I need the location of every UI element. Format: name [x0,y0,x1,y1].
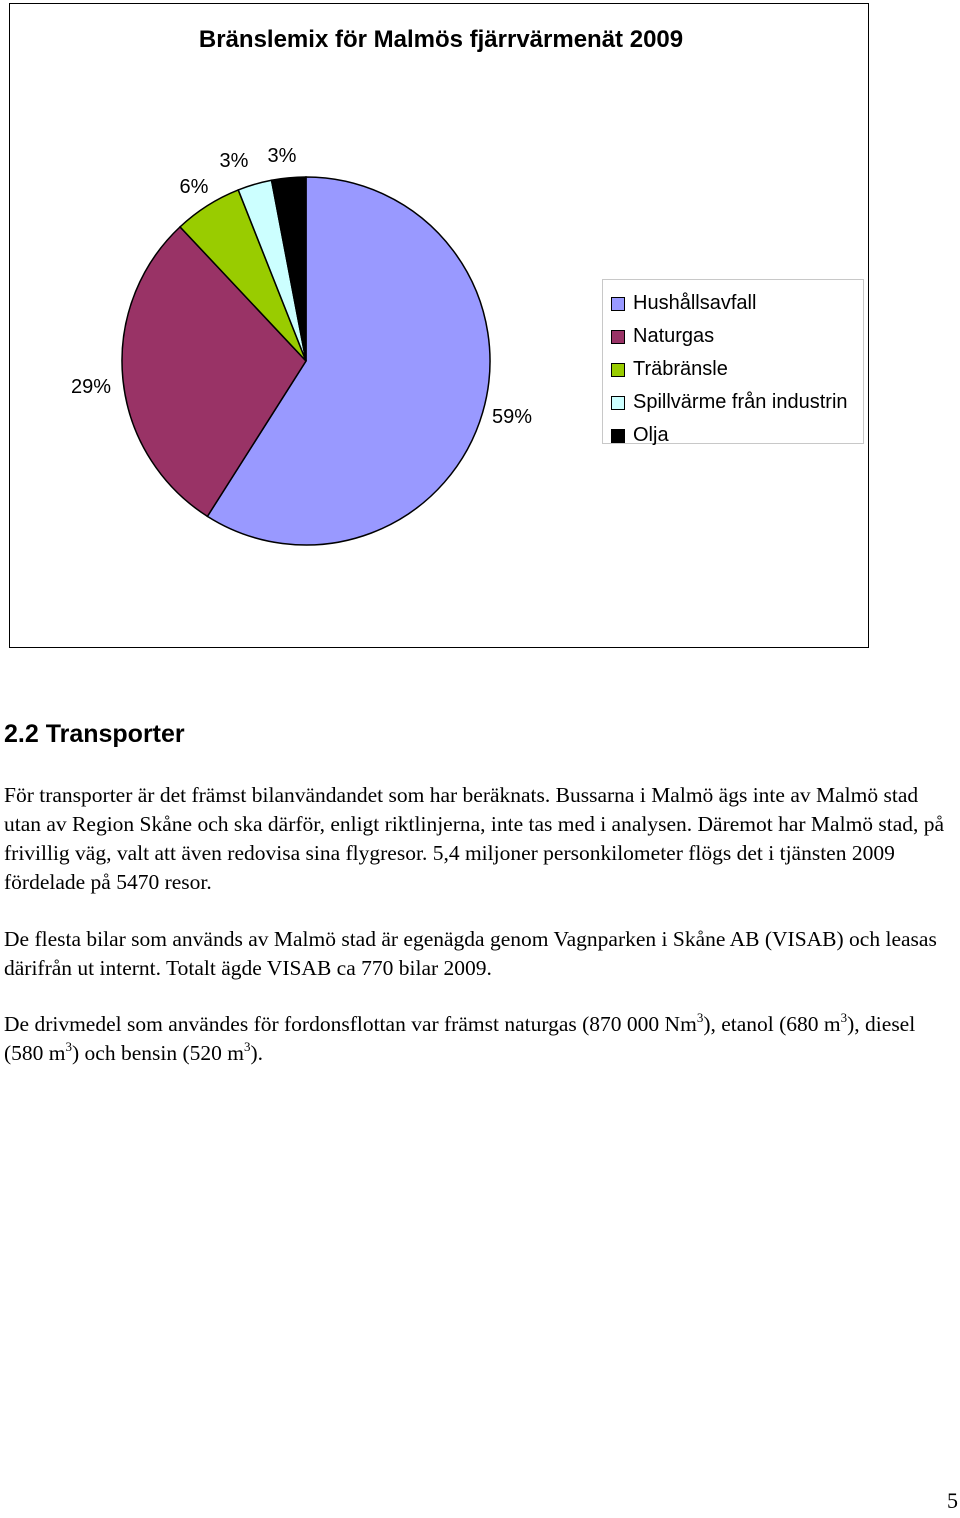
paragraph-fuel-use [4,1010,954,1068]
legend-label: Träbränsle [633,358,728,380]
paragraph-vehicle-fleet: De flesta bilar som används av Malmö stad är egenägda genom Vagnparken i Skåne AB (VISAB) och leasas därifrån ut internt. Totalt ägde VISAB ca 770 bilar 2009. [4,927,937,980]
superscript-3: 3 [840,1010,848,1025]
legend-label: Spillvärme från industrin [633,391,848,413]
superscript-3: 3 [696,1010,704,1025]
legend-item [611,287,863,320]
page-number: 5 [947,1488,958,1513]
superscript-3: 3 [243,1039,251,1054]
legend-swatch [611,429,625,443]
pie-percent-label: 6% [179,176,209,198]
fuel-text-3: ), diesel (580 m [4,1012,916,1065]
legend-swatch [611,363,625,377]
legend-item [611,320,863,353]
chart-title: Bränslemix för Malmös fjärrvärmenät 2009 [198,26,684,53]
paragraph-transport-intro: För transporter är det främst bilanvändandet som har beräknats. Bussarna i Malmö ägs inte av Malmö stad utan av Region Skåne och ska därför, enligt riktlinjerna, inte tas med i analysen. Däremot har Malmö stad, på frivillig väg, valt att även redovisa sina flygresor. 5,4 miljoner personkilometer flögs det i tjänsten 2009 fördelade på 5470 resor. [4,783,945,894]
fuel-text-5: ). [250,1041,264,1065]
legend-label: Naturgas [633,325,715,347]
pie-percent-label: 3% [219,150,249,172]
fuel-text-2: ), etanol (680 m [703,1012,841,1036]
chart-frame [9,3,869,648]
chart-legend [602,279,864,444]
legend-swatch [611,330,625,344]
pie-percent-label: 59% [491,406,533,428]
fuel-text-1: De drivmedel som användes för fordonsflottan var främst naturgas (870 000 Nm [4,1012,697,1036]
legend-swatch [611,396,625,410]
legend-label: Hushållsavfall [633,292,757,314]
legend-item [611,386,863,419]
superscript-3: 3 [65,1039,73,1054]
pie-percent-label: 29% [70,376,112,398]
legend-item [611,353,863,386]
legend-label: Olja [633,424,669,446]
pie-percent-label: 3% [267,145,297,167]
fuel-text-4: ) och bensin (520 m [72,1041,244,1065]
legend-swatch [611,297,625,311]
pie-slices [122,177,490,545]
legend-item [611,419,863,452]
section-heading: 2.2 Transporter [4,720,185,748]
